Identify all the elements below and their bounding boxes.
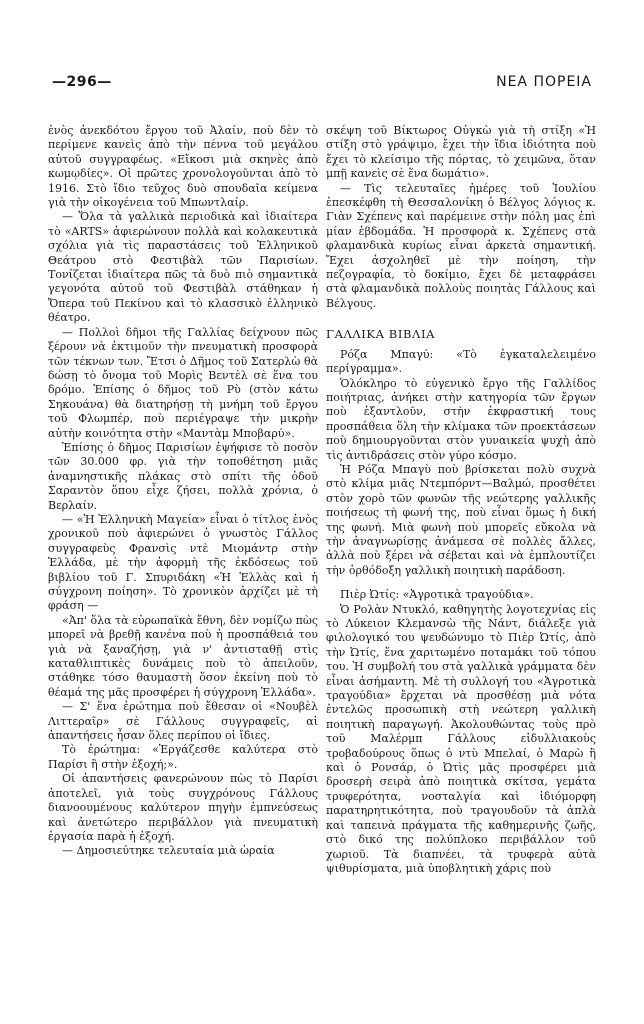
section-heading: ΓΑΛΛΙΚΑ ΒΙΒΛΙΑ (326, 327, 435, 342)
paragraph: Ἐπίσης ὁ δῆμος Παρισίων ἐψήφισε τὸ ποσὸν τῶν 30.000 φρ. γιὰ τὴν τοποθέτηση μιᾶς ἀναμνηστικῆς πλάκας στὸ σπίτι τῆς ὁδοῦ Σαραντὸν ὅπου εἶχε ζήσει, πολλὰ χρόνια, ὁ Βερλαίν. (48, 440, 318, 512)
paragraph: Ὁ Ρολὰν Ντυκλό, καθηγητὴς λογοτεχνίας εἰς τὸ Λύκειον Κλεμανσὼ τῆς Νάντ, διάλεξε γιὰ φιλολογικό του ψευδώνυμο τὸ Πιὲρ Ὠτίς, ἀπὸ τὴν Ὠτίς, ἕνα χαριτωμένο ποταμάκι τοῦ τόπου του. Ἡ συμβολή του στὰ γαλλικὰ γράμματα δὲν εἶναι ἀσήμαντη. Μὲ τὴ συλλογή του «Ἀγροτικὰ τραγούδια» ἔρχεται νὰ προσθέσῃ μιὰ νότα ἐντελῶς προσωπικὴ στὴ νεώτερη γαλλικὴ ποιητικὴ παραγωγή. Ἀκολουθώντας τοὺς πρὸ τοῦ Μαλέρμπ Γάλλους εἰδυλλιακοὺς τροβαδούρους ὅπως ὁ ντὺ Μπελαί, ὁ Μαρὼ ἢ καὶ ὁ Ρονσάρ, ὁ Ὠτὶς μᾶς προσφέρει μιὰ δροσερὴ σειρὰ ἀπὸ ποιητικὰ σκίτσα, γεμάτα τρυφερότητα, νοσταλγία καὶ ἰδιόμορφη παρατηρητικότητα, ποὺ τραγουδοῦν τὰ ἁπλὰ καὶ ταπεινὰ πράγματα τῆς καθημερινῆς ζωῆς, στὸ δικό της πολύπλοκο περιβάλλον τοῦ χωριοῦ. Τὰ διαπνέει, τὰ τρυφερὰ αὐτὰ ψιθυρίσματα, μιὰ ὑποβλητικὴ χάρις ποὺ (326, 602, 596, 875)
paragraph: «Ἀπ' ὅλα τὰ εὐρωπαϊκὰ ἔθνη, δὲν νομίζω πὼς μπορεῖ νὰ βρεθῇ κανένα ποὺ ἡ προσπάθειά του γιὰ νὰ ξαναζήσῃ, γιὰ ν' ἀντισταθῇ στὶς καταθλιπτικὲς δυνάμεις ποὺ τὸ ἀπειλοῦν, στάθηκε τόσο θαυμαστὴ ὅσον ἐκείνη ποὺ τὸ θέαμά της μᾶς προσφέρει ἡ σύγχρονη Ἑλλάδα». (48, 613, 318, 699)
book-title: Πιὲρ Ὠτίς: «Ἀγροτικὰ τραγούδια». (340, 588, 534, 602)
paragraph: Ὁλόκληρο τὸ εὐγενικὸ ἔργο τῆς Γαλλίδος ποιήτριας, ἀνήκει στὴν κατηγορία τῶν ἔργων ποὺ ἑξαντλοῦν, στὴν ἐκφραστική τους προσπάθεια ὅλη τὴν κλίμακα τῶν προεκτάσεων ποὺ δημιουργοῦνται στὸν γυναικεία ψυχὴ ἀπὸ τὶς ἀντιδράσεις στὸν γύρο κόσμο. (326, 376, 596, 462)
paragraph: Τὸ ἐρώτημα: «Ἐργάζεσθε καλύτερα στὸ Παρίσι ἢ στὴν ἐξοχή;». (48, 743, 318, 771)
paragraph: — Δημοσιεύτηκε τελευταία μιὰ ὡραία (62, 844, 275, 858)
paragraph: Ἡ Ρόζα Μπαγὺ ποὺ βρίσκεται πολὺ συχνὰ στὸ κλίμα μιᾶς Ντεμπόρντ—Βαλμώ, προσθέτει στὸν χορὸ τῶν φωνῶν τῆς νεώτερης γαλλικῆς ποιήσεως τὴ φωνή της, ποὺ εἶναι ὅμως ἡ δική της φωνή. Μιὰ φωνὴ ποὺ μπορεῖς εὔκολα νὰ τὴν ἀναγνωρίσῃς ἀνάμεσα σὲ πολλὲς ἄλλες, ἀλλὰ ποὺ ξέρει νὰ σέβεται καὶ νὰ ἐμπλουτίζει τὴν ὀρθόδοξη γαλλικὴ ποιητικὴ παράδοση. (326, 462, 596, 577)
book-title: Ρόζα Μπαγύ: «Τὸ ἐγκαταλελειμένο περίγραμμα». (326, 347, 596, 376)
left-column (48, 124, 318, 1014)
paragraph: — Ὅλα τὰ γαλλικὰ περιοδικὰ καὶ ἰδιαίτερα τὸ «ARTS» ἀφιερώνουν πολλὰ καὶ κολακευτικὰ σχόλια γιὰ τὶς παραστάσεις τοῦ Ἑλληνικοῦ Θεάτρου στὸ Φεστιβὰλ τῶν Παρισίων. Τονίζεται ἰδιαίτερα πῶς τὰ δυὸ πιὸ σημαντικὰ γεγονότα αὐτοῦ τοῦ Φεστιβὰλ στάθηκαν ἡ Ὄπερα τοῦ Πεκίνου καὶ τὸ κλασσικὸ ἑλληνικὸ θέατρο. (48, 210, 318, 325)
paragraph: — Τὶς τελευταῖες ἡμέρες τοῦ Ἰουλίου ἐπεσκέφθη τὴ Θεσσαλονίκη ὁ Βέλγος λόγιος κ. Γιὰν Σχέπενς καὶ παρέμεινε στὴν πόλη μας ἐπὶ μίαν ἑβδομάδα. Ἡ προσφορὰ κ. Σχέπενς στὰ φλαμανδικὰ κυρίως εἶναι ἀρκετὰ σημαντική. Ἔχει ἀσχοληθεῖ μὲ τὴν ποίηση, τὴν πεζογραφία, τὸ δοκίμιο, ἔχει δὲ μεταφράσει στὰ φλαμανδικὰ πολλοὺς ποιητὰς Γάλλους καὶ Βέλγους. (326, 181, 596, 310)
paragraph: σκέψη τοῦ Βίκτωρος Οὐγκὼ γιὰ τὴ στίξη «Ἡ στίξη στὸ γράψιμο, ἔχει τὴν ἴδια ἰδιότητα ποὺ ἔχει τὸ κλείσιμο τῆς πόρτας, τὸ χειμῶνα, ὅταν μπῇ κανεὶς σὲ ἕνα δωμάτιο». (326, 124, 596, 181)
journal-title: ΝΕΑ ΠΟΡΕΙΑ (496, 74, 592, 90)
paragraph: Οἱ ἀπαντήσεις φανερώνουν πὼς τὸ Παρίσι ἀποτελεῖ, γιὰ τοὺς συγχρόνους Γάλλους διανοουμένους καλύτερον πηγὴν ἐμπνεύσεως καὶ ἀνετώτερο περιβάλλον γιὰ πνευματικὴ ἐργασία παρὰ ἡ ἐξοχή. (48, 772, 318, 843)
paragraph: — «Ἡ Ἑλληνικὴ Μαγεία» εἶναι ὁ τίτλος ἑνὸς χρονικοῦ ποὺ ἀφιερώνει ὁ γνωστὸς Γάλλος συγγραφεὺς Φρανσὶς ντὲ Μιομάντρ στὴν Ἑλλάδα, μὲ τὴν ἀφορμὴ τῆς ἐκδόσεως τοῦ βιβλίου τοῦ Γ. Σπυριδάκη «Ἡ Ἑλλὰς καὶ ἡ σύγχρονη ποίηση». Τὸ χρονικὸν ἀρχίζει μὲ τὴ φράση — (48, 512, 318, 613)
paragraph: ἑνὸς ἀνεκδότου ἔργου τοῦ Ἀλαίν, ποὺ δὲν τὸ περίμενε κανεὶς ἀπὸ τὴν πέννα τοῦ μεγάλου αὐτοῦ συγγραφέως. «Εἴκοσι μιὰ σκηνὲς ἀπὸ κωμῳδίες». Οἱ πρῶτες χρονολογοῦνται ἀπὸ τὸ 1916. Στὸ ἴδιο τεῦχος δυὸ σπουδαῖα κείμενα γιὰ τὴν οἰκογένεια τοῦ Μπωντλαίρ. (48, 124, 318, 210)
page-header (52, 74, 592, 98)
paragraph: — Σ' ἕνα ἐρώτημα ποὺ ἔθεσαν οἱ «Νουβὲλ Λιττεραῖρ» σὲ Γάλλους συγγραφεῖς, αἱ ἀπαντήσεις ἦσαν ὅλες περίπου οἱ ἴδιες. (48, 700, 318, 743)
page-number: —296— (52, 74, 112, 90)
right-column (326, 124, 596, 1014)
paragraph: — Πολλοὶ δῆμοι τῆς Γαλλίας δείχνουν πῶς ξέρουν νὰ ἐκτιμοῦν τὴν πνευματικὴ προσφορὰ τῶν τέκνων των. Ἔτσι ὁ Δῆμος τοῦ Σατερλὼ θὰ δώσῃ τὸ ὄνομα τοῦ Μορὶς Βεντὲλ σὲ ἕνα του δρόμο. Ἐπίσης ὁ δῆμος τοῦ Ρὺ (στὸν κάτω Σηκουάνα) θὰ διατηρήσῃ τὴ μνήμη τοῦ ἔργου τοῦ Φλωμπέρ, ποὺ περιέγραψε τὴν μικρὴν αὐτὴν κοινότητα στὴν «Μαντὰμ Μποβαρύ». (48, 325, 318, 440)
